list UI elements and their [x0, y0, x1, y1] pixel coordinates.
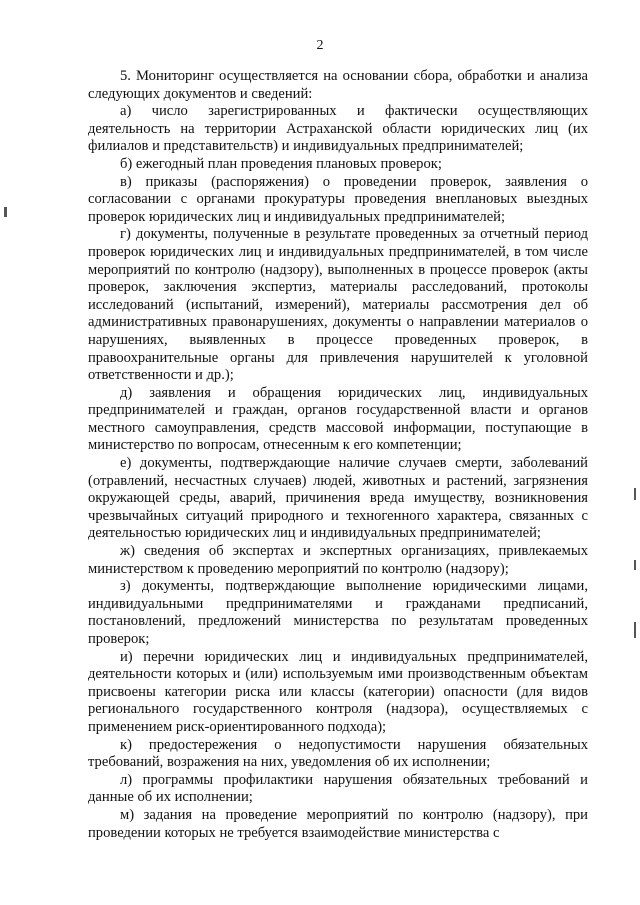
paragraph-5-intro: 5. Мониторинг осуществляется на основании сбора, обработки и анализа следующих документов и сведений:: [88, 68, 588, 102]
list-item-v: в) приказы (распоряжения) о проведении проверок, заявления о согласовании с органами прокуратуры проведения внеплановых выездных проверок юридических лиц и индивидуальных предпринимателей;: [88, 173, 588, 225]
page-number: 2: [316, 38, 324, 53]
document-body: [88, 68, 588, 842]
scan-mark-right-2: [634, 560, 636, 570]
list-item-b: б) ежегодный план проведения плановых проверок;: [120, 155, 442, 172]
list-item-m: м) задания на проведение мероприятий по контролю (надзору), при проведении которых не требуется взаимодействие министерства с: [88, 806, 588, 841]
list-item-a: а) число зарегистрированных и фактически осуществляющих деятельность на территории Астраханской области юридических лиц (их филиалов и представительств) и индивидуальных предпринимателей;: [88, 103, 588, 155]
list-item-e: е) документы, подтверждающие наличие случаев смерти, заболеваний (отравлений, несчастных случаев) людей, животных и растений, загрязнения окружающей среды, аварий, причинения вреда имуществу, возникновения чрезвычайных ситуаций природного и техногенного характера, связанных с деятельностью юридических лиц и индивидуальных предпринимателей;: [88, 455, 588, 542]
scan-mark-right-1: [634, 488, 636, 500]
scan-mark-left: [4, 207, 7, 217]
list-item-zh: ж) сведения об экспертах и экспертных организациях, привлекаемых министерством к проведению мероприятий по контролю (надзору);: [88, 543, 588, 577]
list-item-k: к) предостережения о недопустимости нарушения обязательных требований, возражения на них, уведомления об их исполнении;: [88, 736, 588, 771]
list-item-d: д) заявления и обращения юридических лиц, индивидуальных предпринимателей и граждан, органов государственной власти и органов местного самоуправления, средств массовой информации, поступающие в министерство по вопросам, отнесенным к его компетенции;: [88, 384, 588, 454]
scan-mark-right-3: [634, 622, 636, 638]
list-item-l: л) программы профилактики нарушения обязательных требований и данные об их исполнении;: [88, 771, 588, 806]
list-item-i: и) перечни юридических лиц и индивидуальных предпринимателей, деятельности которых и (или) используемым ими производственным объектам присвоены категории риска или классы (категории) опасности (для видов регионального государственного контроля (надзора), осуществляемых с применением риск-ориентированного подхода);: [88, 648, 588, 735]
list-item-z: з) документы, подтверждающие выполнение юридическими лицами, индивидуальными предпринимателями и гражданами предписаний, постановлений, предложений министерства по результатам проведенных проверок;: [88, 578, 588, 647]
list-item-g: г) документы, полученные в результате проведенных за отчетный период проверок юридических лиц и индивидуальных предпринимателей, в том числе мероприятий по контролю (надзору), выполненных в процессе проверок (акты проверок, заключения экспертиз, материалы расследований, протоколы исследований (испытаний, измерений), материалы рассмотрения дел об административных правонарушениях, документы о направлении материалов о нарушениях, выявленных в процессе проведенных проверок, в правоохранительные органы для привлечения нарушителей к уголовной ответственности и др.);: [88, 226, 588, 384]
